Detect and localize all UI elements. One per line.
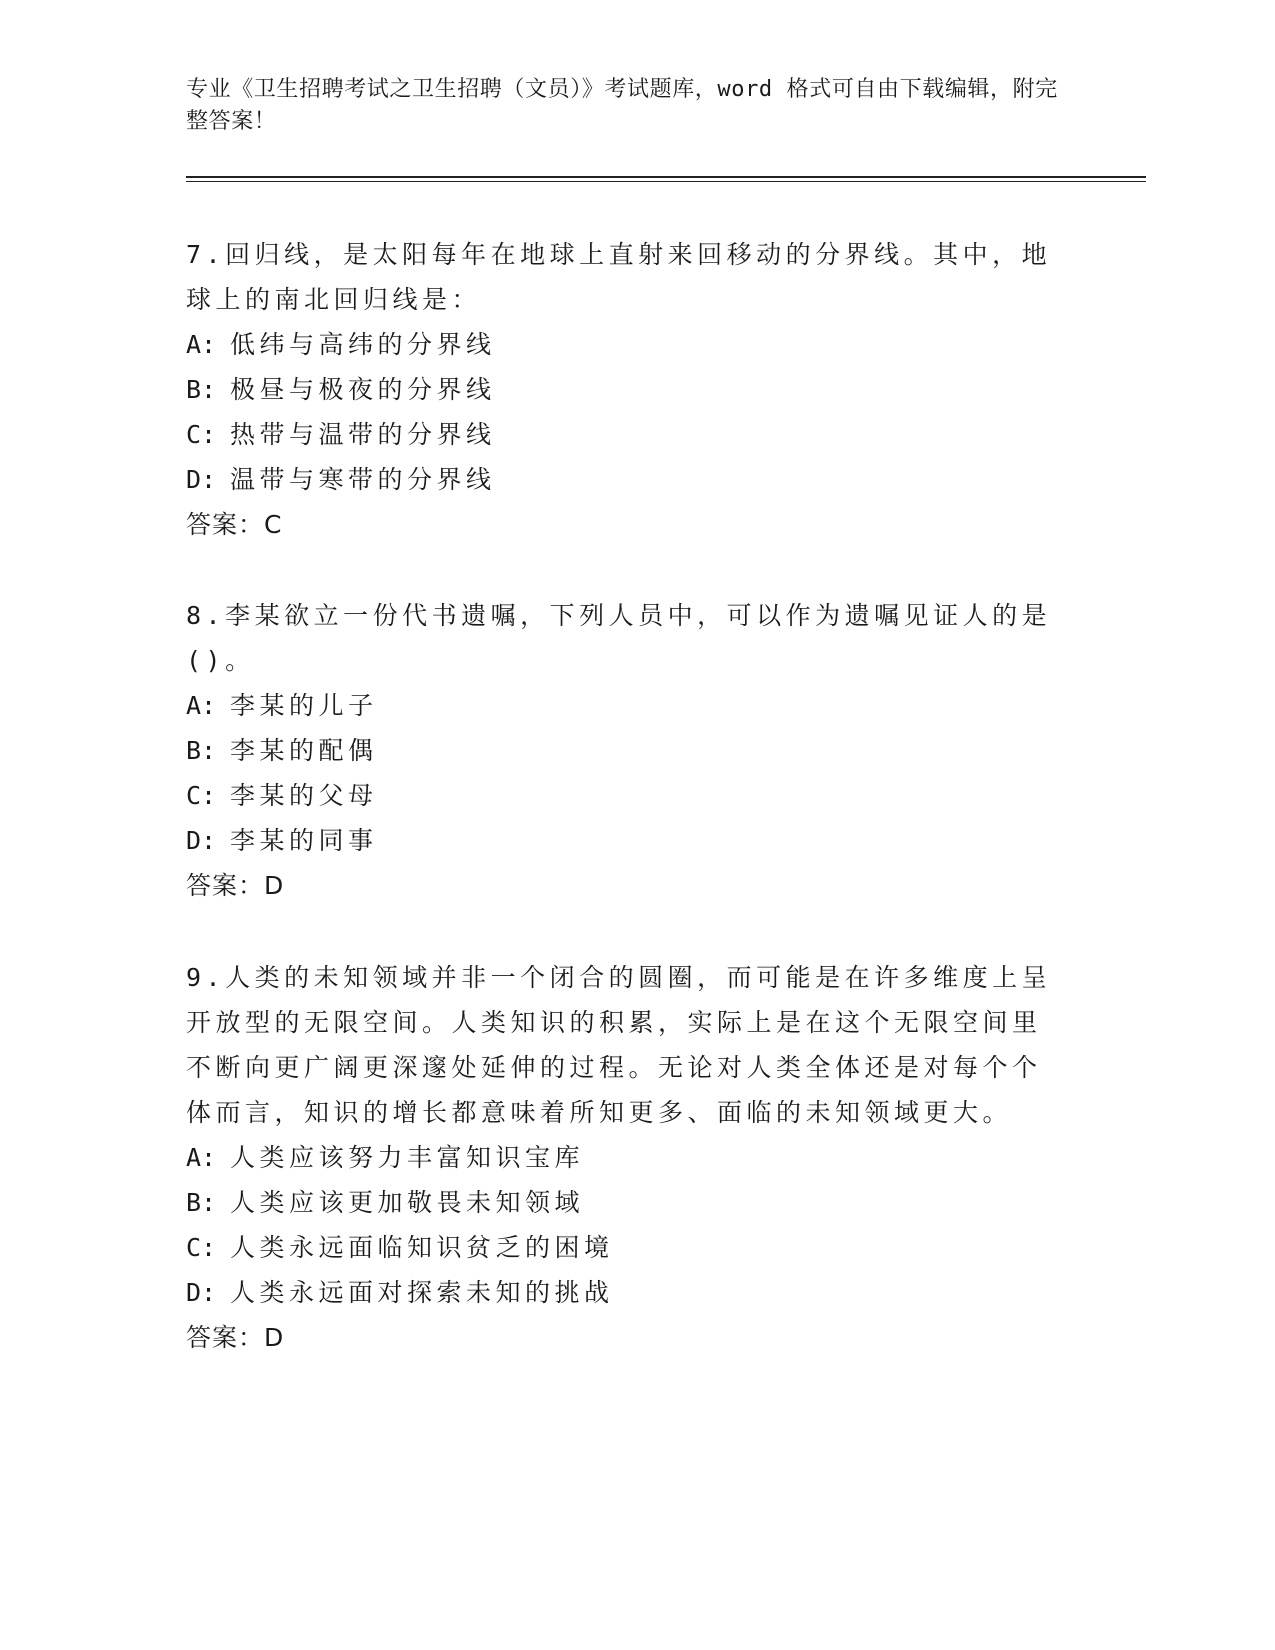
option-text: 低纬与高纬的分界线: [230, 330, 496, 359]
header-divider: [186, 176, 1146, 182]
option-d: [186, 1270, 1066, 1315]
option-label: D:: [186, 826, 217, 855]
option-label: D:: [186, 1278, 217, 1307]
question-9: [186, 955, 1066, 1360]
question-stem: 7.回归线，是太阳每年在地球上直射来回移动的分界线。其中，地球上的南北回归线是：: [186, 240, 1052, 314]
option-b: [186, 367, 1066, 412]
answer: 答案：D: [186, 1323, 285, 1352]
option-text: 李某的同事: [230, 826, 378, 855]
option-text: 温带与寒带的分界线: [230, 465, 496, 494]
option-label: A:: [186, 330, 217, 359]
document-header: 专业《卫生招聘考试之卫生招聘（文员）》考试题库，word 格式可自由下载编辑，附完整答案！: [186, 77, 1058, 134]
option-a: [186, 322, 1066, 367]
option-label: A:: [186, 1143, 217, 1172]
option-text: 人类应该努力丰富知识宝库: [230, 1143, 585, 1172]
answer: 答案：C: [186, 510, 283, 539]
option-text: 人类永远面临知识贫乏的困境: [230, 1233, 614, 1262]
option-text: 人类应该更加敬畏未知领域: [230, 1188, 585, 1217]
option-d: [186, 818, 1066, 863]
option-a: [186, 1135, 1066, 1180]
option-b: [186, 728, 1066, 773]
option-a: [186, 683, 1066, 728]
option-label: C:: [186, 1233, 217, 1262]
option-b: [186, 1180, 1066, 1225]
question-stem: 8.李某欲立一份代书遗嘱，下列人员中，可以作为遗嘱见证人的是()。: [186, 601, 1052, 675]
option-c: [186, 1225, 1066, 1270]
option-text: 热带与温带的分界线: [230, 420, 496, 449]
option-label: B:: [186, 736, 217, 765]
document-page: [186, 0, 1146, 1650]
option-text: 李某的父母: [230, 781, 378, 810]
option-c: [186, 773, 1066, 818]
option-c: [186, 412, 1066, 457]
question-7: [186, 232, 1066, 547]
option-label: B:: [186, 1188, 217, 1217]
option-label: D:: [186, 465, 217, 494]
option-label: C:: [186, 420, 217, 449]
option-d: [186, 457, 1066, 502]
question-stem: 9.人类的未知领域并非一个闭合的圆圈，而可能是在许多维度上呈开放型的无限空间。人类知识的积累，实际上是在这个无限空间里不断向更广阔更深邃处延伸的过程。无论对人类全体还是对每个个体而言，知识的增长都意味着所知更多、面临的未知领域更大。: [186, 963, 1052, 1127]
option-label: B:: [186, 375, 217, 404]
option-text: 李某的配偶: [230, 736, 378, 765]
answer: 答案：D: [186, 871, 285, 900]
option-label: C:: [186, 781, 217, 810]
option-label: A:: [186, 691, 217, 720]
option-text: 人类永远面对探索未知的挑战: [230, 1278, 614, 1307]
option-text: 李某的儿子: [230, 691, 378, 720]
option-text: 极昼与极夜的分界线: [230, 375, 496, 404]
question-8: [186, 593, 1066, 908]
